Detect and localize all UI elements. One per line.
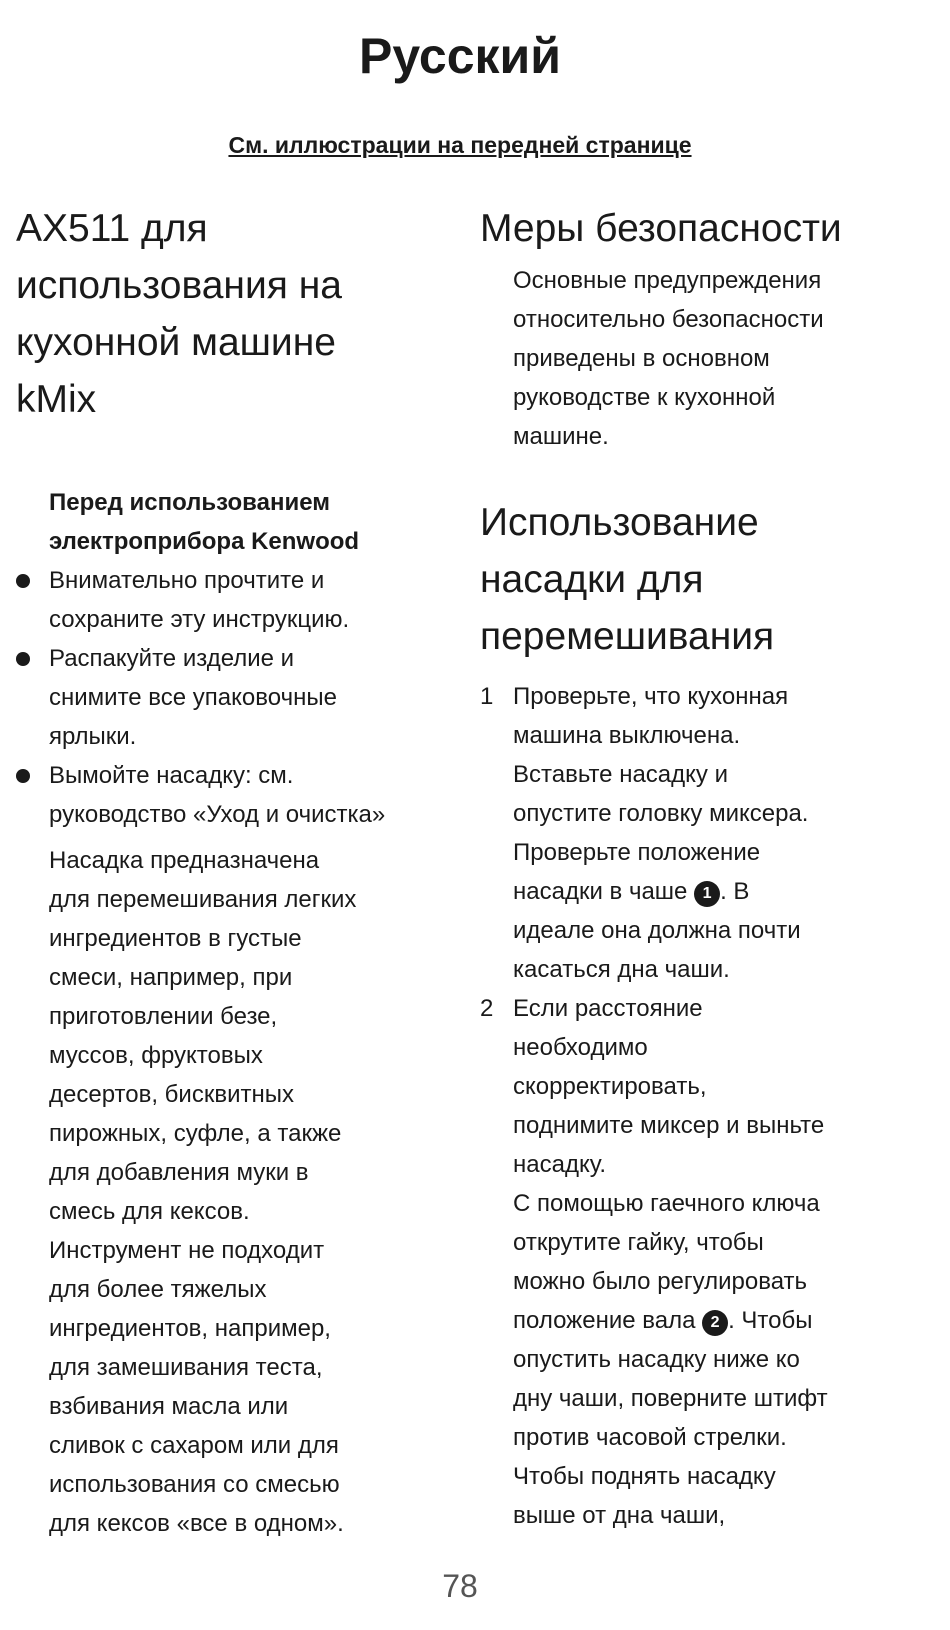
page-title: Русский (358, 28, 562, 84)
text-line (513, 1301, 920, 1340)
page-number: 78 (442, 1568, 478, 1604)
text-line: выше от дна чаши, (513, 1502, 726, 1529)
usage-steps (480, 677, 920, 1535)
text-line: машина выключена. (513, 722, 741, 749)
text-line: поднимите миксер и выньте (513, 1112, 825, 1139)
list-item (16, 561, 446, 639)
text-fragment: насадки в чаше (513, 878, 695, 905)
text-line: идеале она должна почти (513, 917, 801, 944)
text-line: относительно безопасности (513, 306, 824, 333)
text-line: для более тяжелых (49, 1276, 267, 1303)
text-line: снимите все упаковочные (49, 684, 337, 711)
text-line: насадку. (513, 1151, 606, 1178)
heading-line: kMix (16, 378, 97, 421)
text-line: Внимательно прочтите и (49, 567, 325, 594)
text-line: Чтобы поднять насадку (513, 1463, 776, 1490)
text-line: Проверьте, что кухонная (513, 683, 789, 710)
step-number: 2 (480, 995, 494, 1022)
see-illustrations-note: См. иллюстрации на передней странице (228, 132, 692, 158)
safety-heading: Меры безопасности (480, 207, 842, 250)
text-line: дну чаши, поверните штифт (513, 1385, 828, 1412)
text-line: пирожных, суфле, а также (49, 1120, 342, 1147)
figure-ref-icon: 2 (702, 1310, 728, 1336)
step-number: 1 (480, 683, 494, 710)
usage-heading (480, 494, 920, 665)
text-line: открутите гайку, чтобы (513, 1229, 764, 1256)
text-line: против часовой стрелки. (513, 1424, 787, 1451)
text-line: для замешивания теста, (49, 1354, 323, 1381)
text-line: Вымойте насадку: см. (49, 762, 294, 789)
right-column (480, 200, 920, 1535)
text-line: Основные предупреждения (513, 267, 822, 294)
list-item (16, 756, 446, 834)
heading-line: перемешивания (480, 615, 775, 658)
text-line: Инструмент не подходит (49, 1237, 325, 1264)
text-fragment: положение вала (513, 1307, 703, 1334)
step-item (480, 989, 920, 1535)
text-line: десертов, бисквитных (49, 1081, 294, 1108)
text-line: С помощью гаечного ключа (513, 1190, 820, 1217)
text-line: Вставьте насадку и (513, 761, 728, 788)
heading-line: Использование (480, 501, 759, 544)
bullet-icon (16, 769, 30, 783)
text-line: взбивания масла или (49, 1393, 289, 1420)
text-fragment: . Чтобы (728, 1307, 813, 1334)
product-heading (16, 200, 446, 428)
bullet-icon (16, 574, 30, 588)
text-line: муссов, фруктовых (49, 1042, 263, 1069)
text-line: использования со смесью (49, 1471, 340, 1498)
text-line: скорректировать, (513, 1073, 707, 1100)
text-line: приготовлении безе, (49, 1003, 278, 1030)
before-use-list (16, 561, 446, 834)
text-line: для добавления муки в (49, 1159, 309, 1186)
text-line: опустить насадку ниже ко (513, 1346, 800, 1373)
purpose-paragraph (16, 841, 446, 1543)
safety-paragraph (480, 261, 920, 456)
text-line: ингредиентов, например, (49, 1315, 331, 1342)
text-line: опустите головку миксера. (513, 800, 809, 827)
heading-line: AX511 для (16, 207, 208, 250)
text-line: Проверьте положение (513, 839, 761, 866)
text-line: необходимо (513, 1034, 648, 1061)
text-line: Распакуйте изделие и (49, 645, 295, 672)
text-fragment: . В (720, 878, 750, 905)
bullet-icon (16, 652, 30, 666)
text-line (513, 872, 920, 911)
step-item (480, 677, 920, 989)
text-line: Насадка предназначена (49, 847, 320, 874)
text-line: для кексов «все в одном». (49, 1510, 344, 1537)
text-line: смеси, например, при (49, 964, 293, 991)
text-line: руководство «Уход и очистка» (49, 801, 386, 828)
heading-line: насадки для (480, 558, 704, 601)
text-line: касаться дна чаши. (513, 956, 730, 983)
heading-line: кухонной машине (16, 321, 336, 364)
text-line: Если расстояние (513, 995, 703, 1022)
text-line: смесь для кексов. (49, 1198, 250, 1225)
text-line: для перемешивания легких (49, 886, 357, 913)
text-line: сохраните эту инструкцию. (49, 606, 350, 633)
figure-ref-icon: 1 (694, 881, 720, 907)
text-line: руководстве к кухонной (513, 384, 776, 411)
heading-line: использования на (16, 264, 342, 307)
text-line: можно было регулировать (513, 1268, 808, 1295)
text-line: Перед использованием (49, 489, 330, 516)
text-line: машине. (513, 423, 609, 450)
text-line: сливок с сахаром или для (49, 1432, 339, 1459)
text-line: приведены в основном (513, 345, 770, 372)
text-line: ярлыки. (49, 723, 137, 750)
text-line: ингредиентов в густые (49, 925, 302, 952)
before-use-heading (16, 483, 446, 561)
list-item (16, 639, 446, 756)
left-column (16, 200, 446, 1543)
text-line: электроприбора Kenwood (49, 528, 360, 555)
